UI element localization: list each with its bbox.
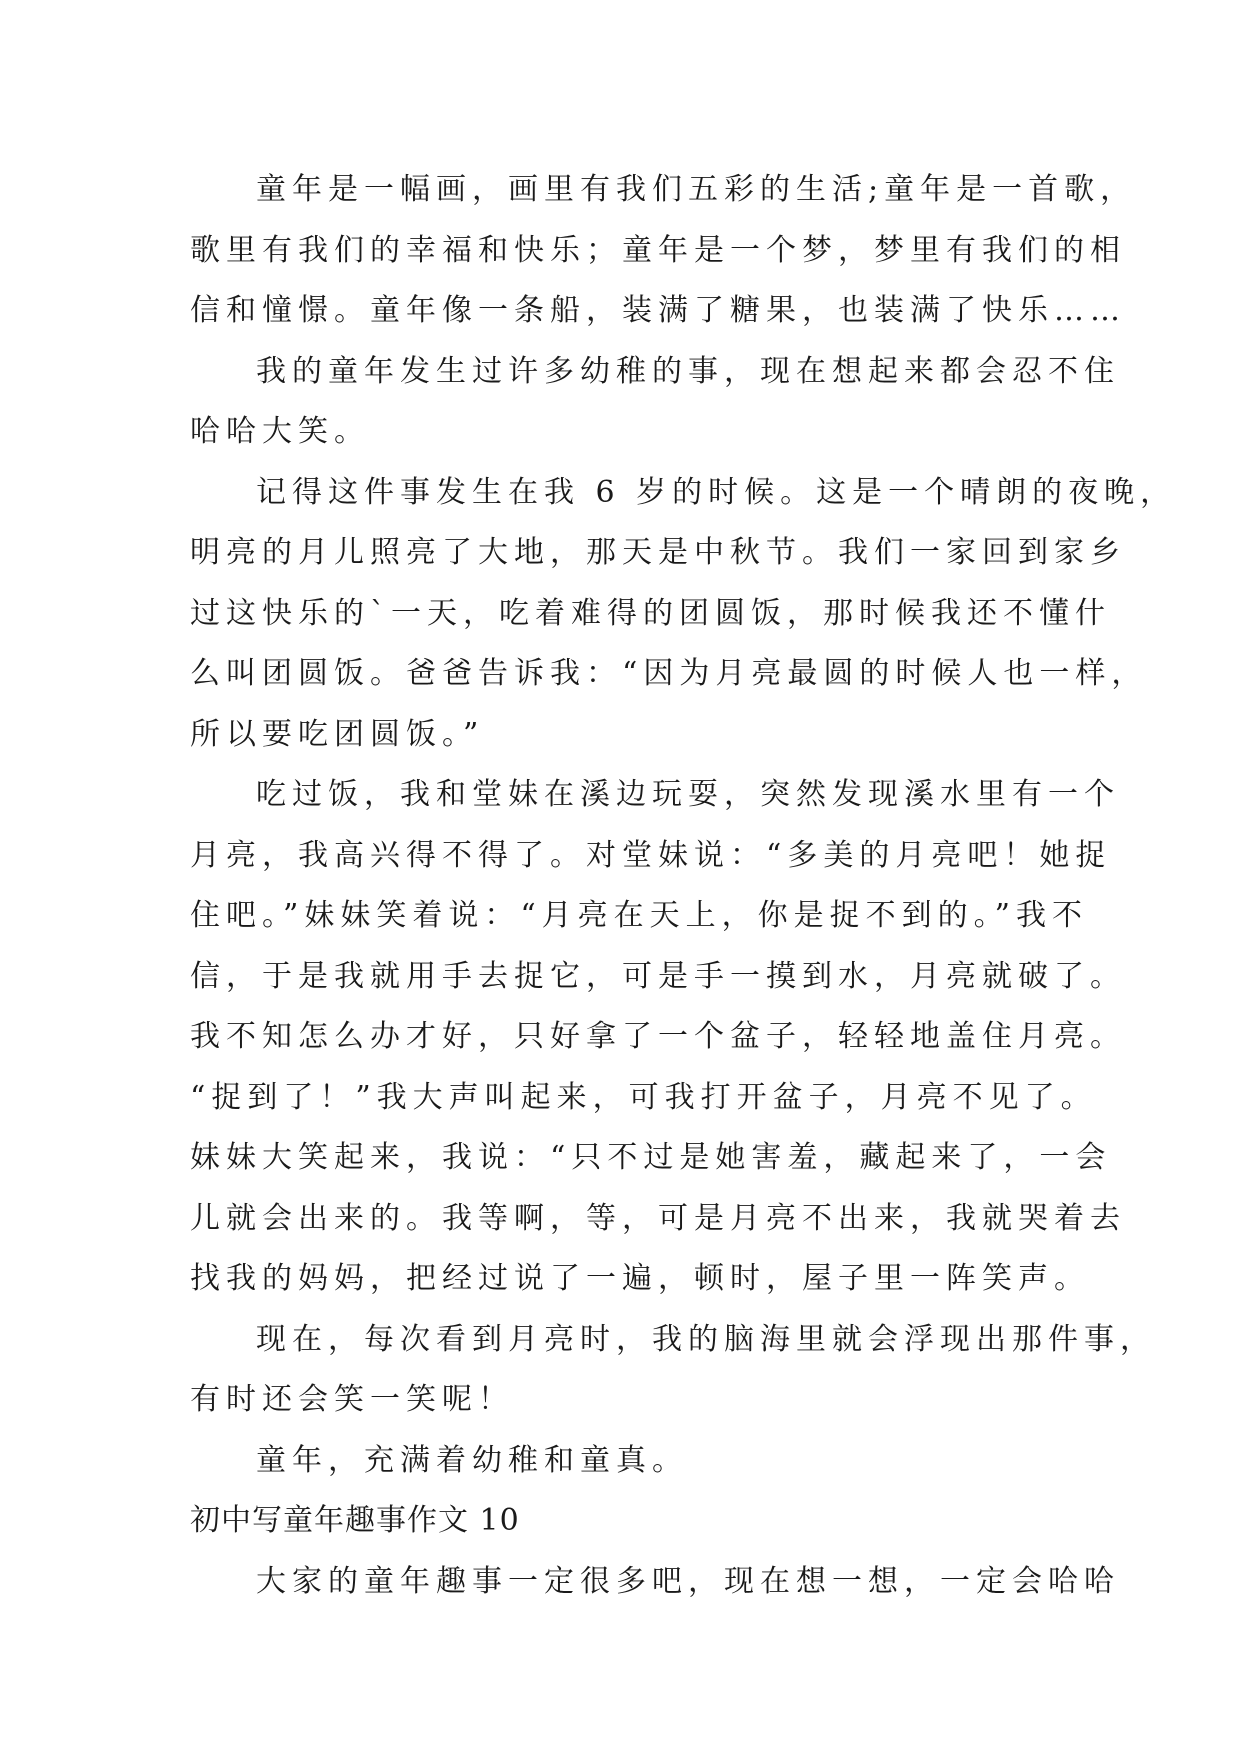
text-line: 妹妹大笑起来，我说：“只不过是她害羞，藏起来了，一会 (190, 1140, 1112, 1175)
text-line: 有时还会笑一笑呢！ (190, 1382, 514, 1417)
paragraph (190, 1431, 1060, 1492)
text-line: 现在，每次看到月亮时，我的脑海里就会浮现出那件事， (256, 1321, 1156, 1357)
text-line: 么叫团圆饭。爸爸告诉我：“因为月亮最圆的时候人也一样， (190, 656, 1148, 691)
text-line: 记得这件事发生在我 6 岁的时候。这是一个晴朗的夜晚， (256, 474, 1177, 510)
text-line: 吃过饭，我和堂妹在溪边玩耍，突然发现溪水里有一个 (256, 777, 1120, 812)
text-line: 月亮，我高兴得不得了。对堂妹说：“多美的月亮吧！她捉 (190, 837, 1112, 873)
text-line: 所以要吃团圆饭。” (190, 716, 485, 752)
text-line: 童年，充满着幼稚和童真。 (256, 1442, 688, 1478)
section-heading: 初中写童年趣事作文 10 (190, 1503, 520, 1538)
text-line: 信和憧憬。童年像一条船，装满了糖果，也装满了快乐…… (190, 293, 1126, 328)
text-line: 歌里有我们的幸福和快乐；童年是一个梦，梦里有我们的相 (190, 232, 1126, 268)
text-line: 大家的童年趣事一定很多吧，现在想一想，一定会哈哈 (256, 1563, 1120, 1599)
document-body (190, 160, 1177, 1612)
text-line: 童年是一幅画，画里有我们五彩的生活;童年是一首歌， (256, 172, 1137, 207)
paragraph (190, 1310, 1156, 1431)
text-line: 过这快乐的`一天，吃着难得的团圆饭，那时候我还不懂什 (190, 595, 1111, 631)
text-line: 信，于是我就用手去捉它，可是手一摸到水，月亮就破了。 (190, 958, 1126, 994)
paragraph (190, 342, 1120, 463)
text-line: 找我的妈妈，把经过说了一遍，顿时，屋子里一阵笑声。 (190, 1261, 1090, 1296)
text-line: 儿就会出来的。我等啊，等，可是月亮不出来，我就哭着去 (190, 1200, 1126, 1236)
paragraph (190, 463, 1177, 766)
text-line: “捉到了！”我大声叫起来，可我打开盆子，月亮不见了。 (190, 1079, 1097, 1115)
text-line: 我的童年发生过许多幼稚的事，现在想起来都会忍不住 (256, 353, 1120, 389)
paragraph (190, 1552, 1120, 1613)
paragraph (190, 765, 1126, 1310)
text-line: 我不知怎么办才好，只好拿了一个盆子，轻轻地盖住月亮。 (190, 1019, 1126, 1054)
text-line: 哈哈大笑。 (190, 414, 370, 449)
text-line: 住吧。”妹妹笑着说：“月亮在天上，你是捉不到的。”我不 (190, 898, 1089, 933)
paragraph (190, 160, 1137, 342)
text-line: 明亮的月儿照亮了大地，那天是中秋节。我们一家回到家乡 (190, 535, 1126, 570)
